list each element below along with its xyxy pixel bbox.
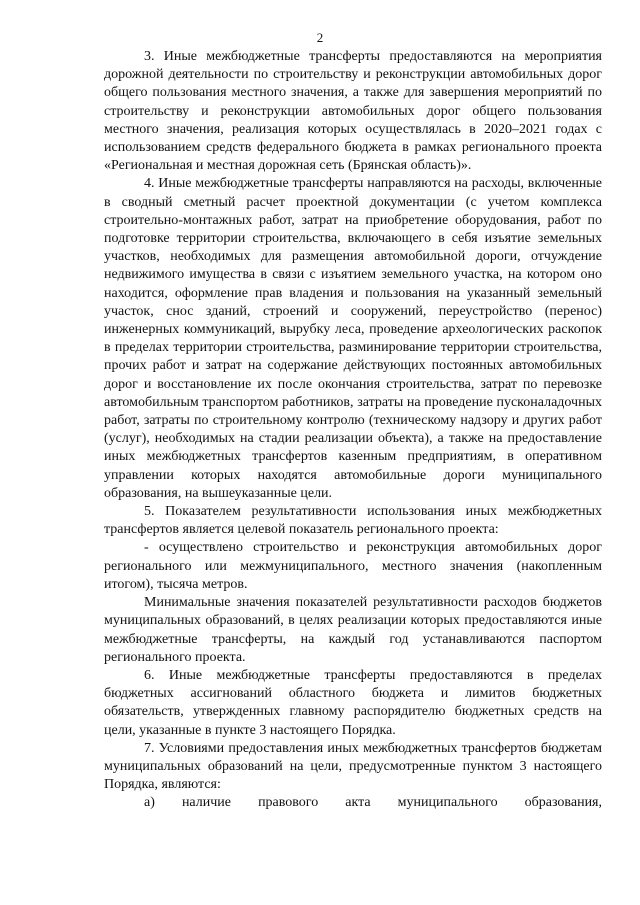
paragraph-item-7: 7. Условиями предоставления иных межбюджетных трансфертов бюджетам муниципальных образований на цели, предусмотренные пунктом 3 настоящего Порядка, являются: [104,740,602,793]
page-number: 2 [316,30,324,45]
paragraph-minimum-values: Минимальные значения показателей результативности расходов бюджетов муниципальных образований, в целях реализации которых предоставляются иные межбюджетные трансферты, на каждый год устанавливаются паспортом регионального проекта. [104,595,602,665]
paragraph-item-5: 5. Показателем результативности использования иных межбюджетных трансфертов является целевой показатель регионального проекта: [104,504,602,538]
paragraph-item-6: 6. Иные межбюджетные трансферты предоставляются в пределах бюджетных ассигнований областного бюджета и лимитов бюджетных обязательств, утвержденных главному распорядителю бюджетных средств на цели, указанные в пункте 3 настоящего Порядка. [104,667,602,738]
paragraph-item-3: 3. Иные межбюджетные трансферты предоставляются на мероприятия дорожной деятельности по строительству и реконструкции автомобильных дорог общего пользования местного значения, а также для завершения мероприятий по строительству и реконструкции автомобильных дорог общего пользования местного значения, реализация которых осуществлялась в 2020–2021 годах с использованием средств федерального бюджета в рамках регионального проекта «Региональная и местная дорожная сеть (Брянская область)». [104,49,602,174]
paragraph-item-4: 4. Иные межбюджетные трансферты направляются на расходы, включенные в сводный сметный расчет проектной документации (с учетом комплекса строительно-монтажных работ, затрат на приобретение оборудования, работ по подготовке территории строительства, включающего в себя изъятие земельных участков, необходимых для размещения автомобильной дороги, отчуждение недвижимого имущества в связи с изъятием земельного участка, на котором оно находится, оформление прав владения и пользования на указанный земельный участок, снос зданий, строений и сооружений, переустройство (перенос) инженерных коммуникаций, вырубку леса, проведение археологических раскопок в пределах территории строительства, разминирование территории строительства, прочих работ и затрат на содержание действующих постоянных автомобильных дорог и восстановление их после окончания строительства, затрат по перевозке автомобильным транспортом работников, затраты на проведение пусконаладочных работ, затраты по строительному контролю (техническому надзору и других работ (услуг), необходимых на стадии реализации объекта), а также на предоставление иных межбюджетных трансфертов казенным предприятиям, в оперативном управлении которых находятся автомобильные дороги муниципального образования, на вышеуказанные цели. [104,176,602,501]
paragraph-indicator: - осуществлено строительство и реконструкция автомобильных дорог регионального или межмуниципального, местного значения (накопленным итогом), тысяча метров. [104,540,602,592]
document-body [104,48,602,813]
paragraph-subitem-a: а) наличие правового акта муниципального образования, [144,795,602,811]
